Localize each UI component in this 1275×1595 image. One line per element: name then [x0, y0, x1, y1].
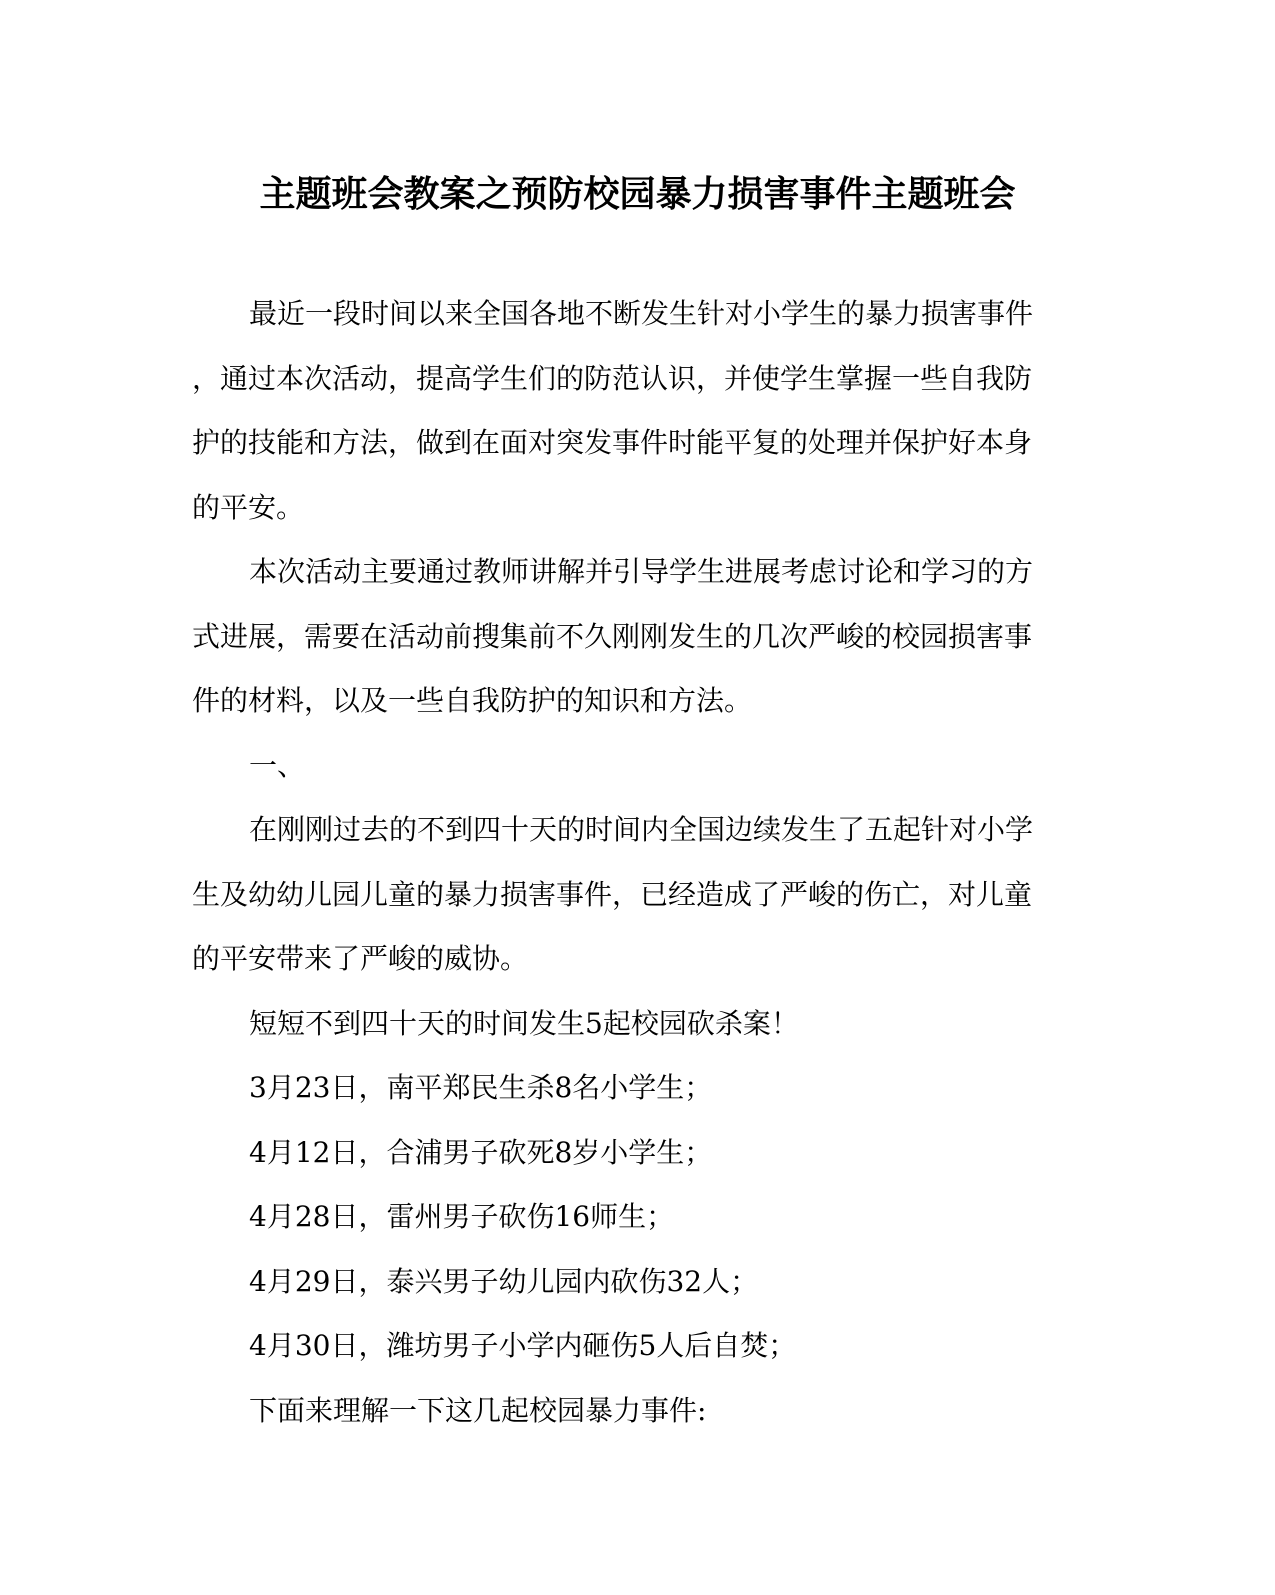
list-item: 4月28日，雷州男子砍伤16师生； — [249, 1200, 675, 1233]
list-item: 4月30日，潍坊男子小学内砸伤5人后自焚； — [249, 1329, 797, 1362]
text-line: 本次活动主要通过教师讲解并引导学生进展考虑讨论和学习的方 — [249, 555, 1034, 588]
section-heading: 一、 — [249, 748, 306, 782]
text-line: 最近一段时间以来全国各地不断发生针对小学生的暴力损害事件 — [249, 297, 1034, 330]
list-item: 4月12日，合浦男子砍死8岁小学生； — [249, 1135, 713, 1169]
text-line: 生及幼幼儿园儿童的暴力损害事件，已经造成了严峻的伤亡，对儿童 — [192, 877, 1033, 911]
text-line: 护的技能和方法，做到在面对突发事件时能平复的处理并保护好本身 — [192, 426, 1033, 459]
document-body — [192, 282, 1054, 1443]
list-item: 3月23日，南平郑民生杀8名小学生； — [249, 1071, 713, 1104]
text-line: 的平安带来了严峻的威协。 — [192, 942, 529, 975]
text-line: 下面来理解一下这几起校园暴力事件: — [249, 1393, 707, 1427]
text-line: 的平安。 — [192, 490, 305, 524]
list-item: 4月29日，泰兴男子幼儿园内砍伤32人； — [249, 1264, 759, 1298]
text-line: ，通过本次活动，提高学生们的防范认识，并使学生掌握一些自我防 — [192, 361, 1033, 395]
text-line: 短短不到四十天的时间发生5起校园砍杀案！ — [249, 1006, 799, 1040]
document-title: 主题班会教案之预防校园暴力损害事件主题班会 — [259, 173, 1016, 215]
text-line: 在刚刚过去的不到四十天的时间内全国边续发生了五起针对小学 — [249, 813, 1034, 846]
text-line: 件的材料，以及一些自我防护的知识和方法。 — [192, 684, 753, 717]
text-line: 式进展，需要在活动前搜集前不久刚刚发生的几次严峻的校园损害事 — [192, 619, 1033, 653]
